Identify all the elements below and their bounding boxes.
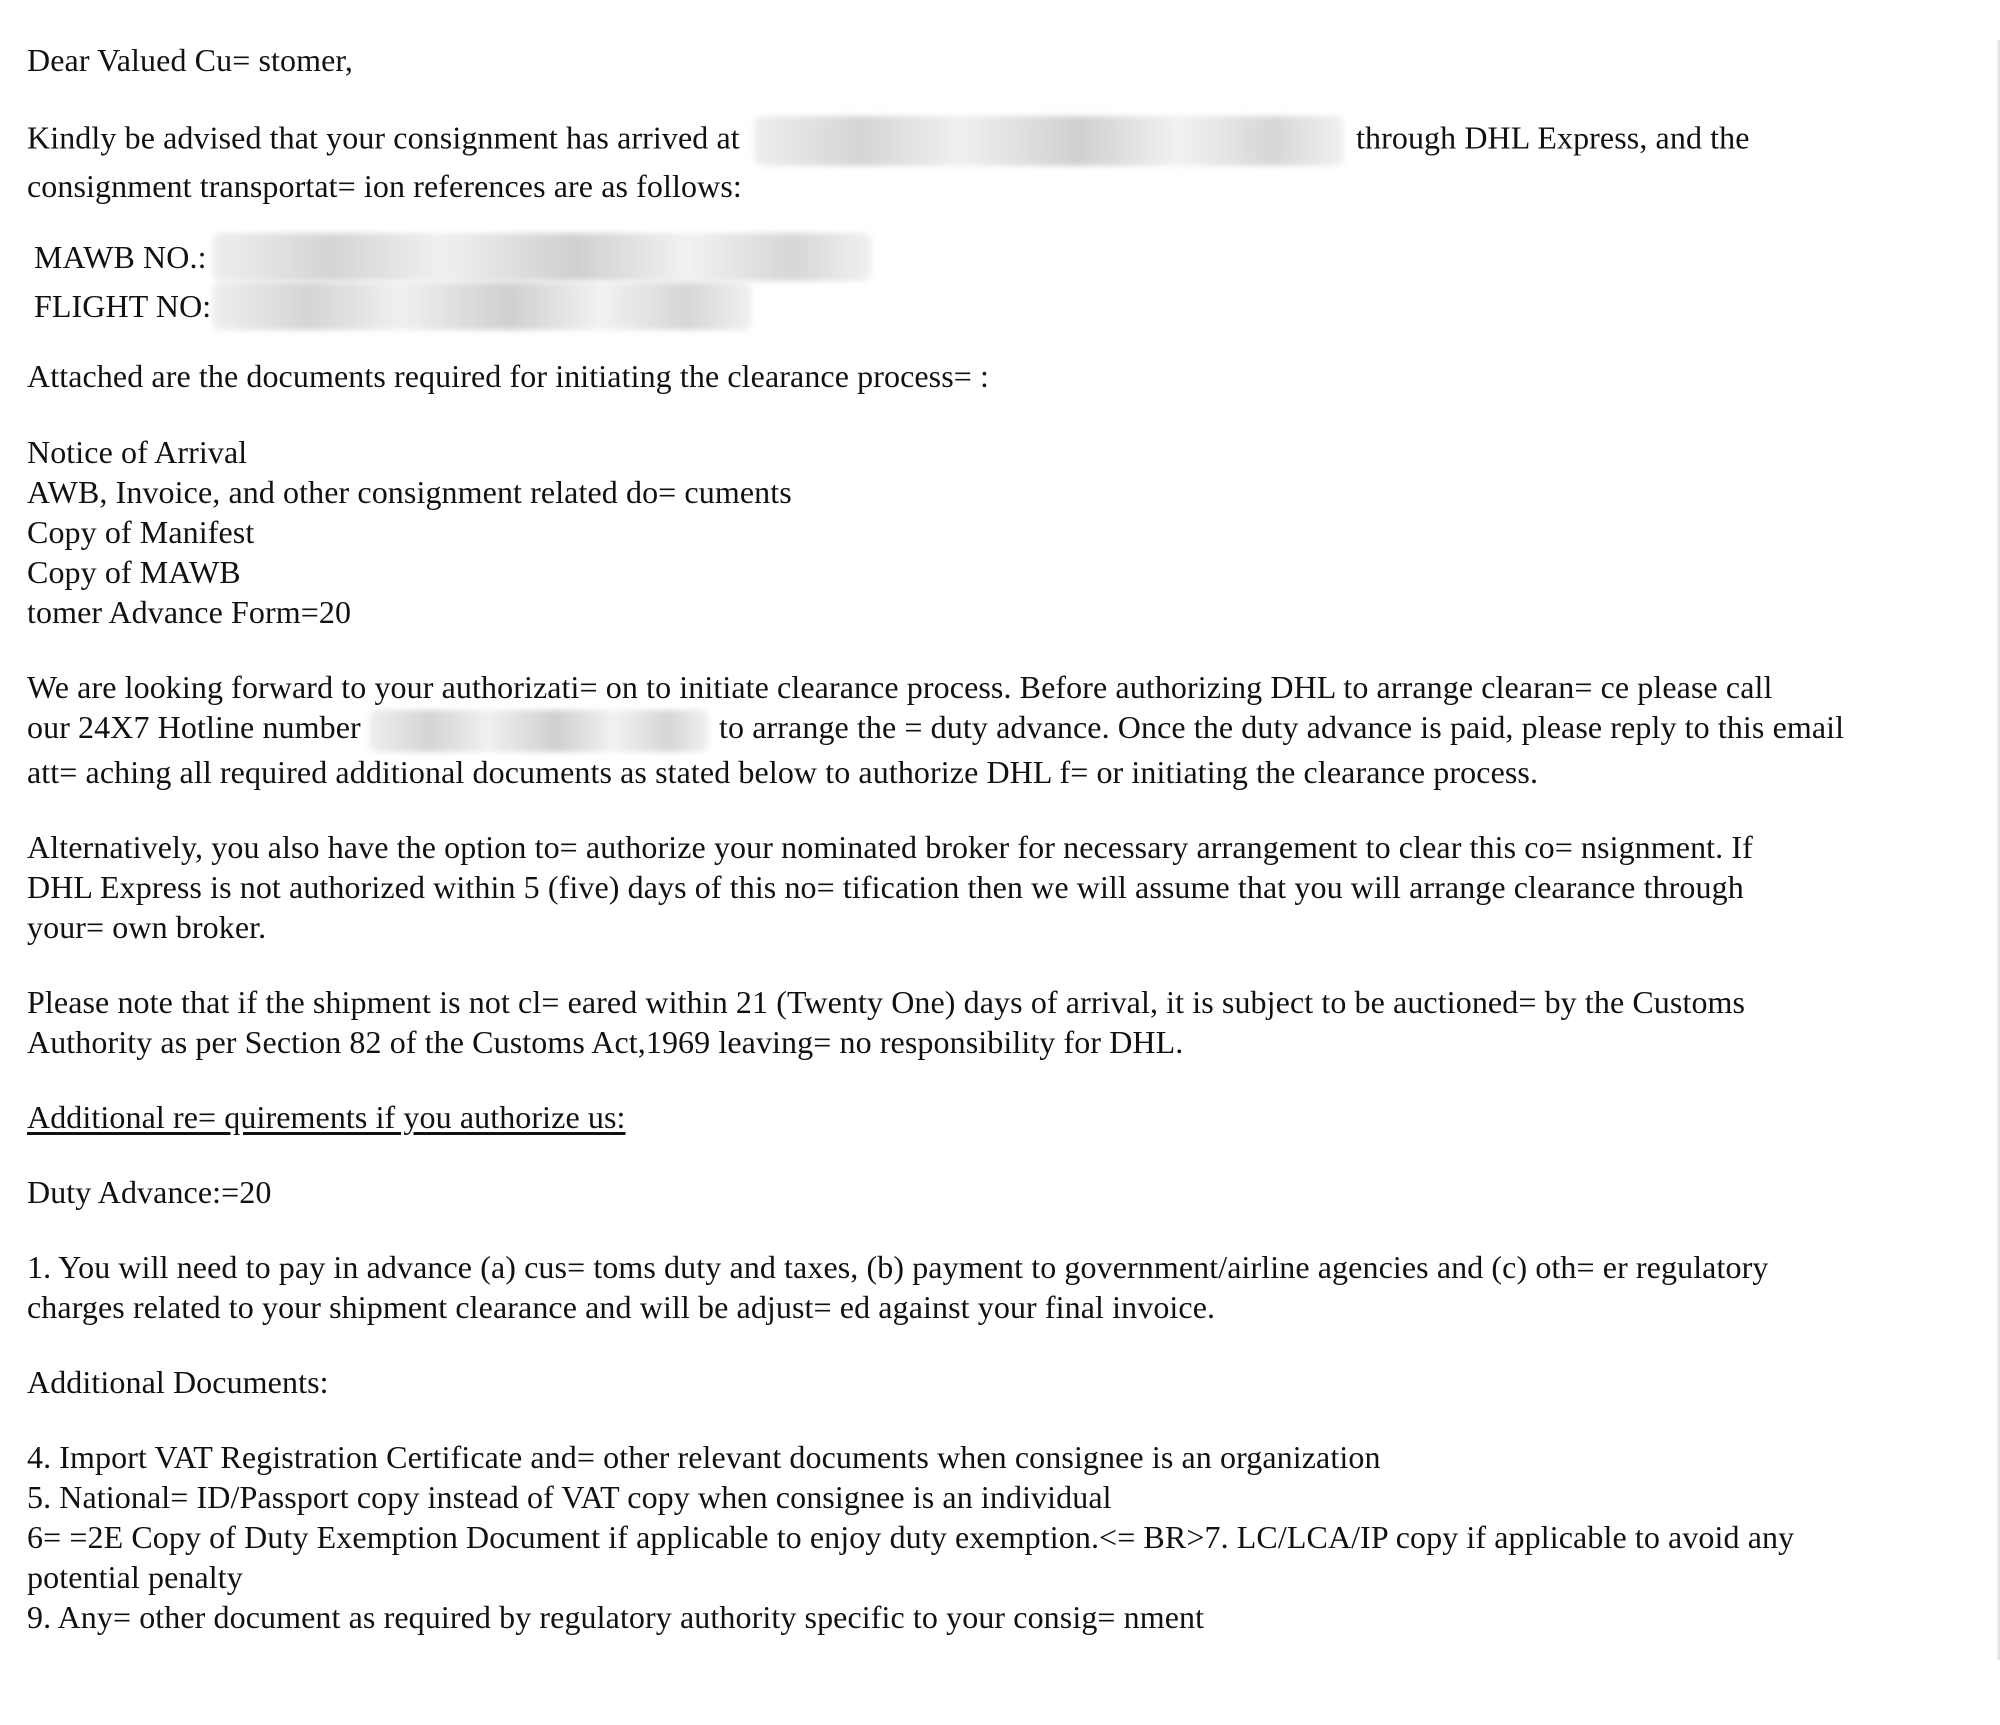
duty-advance-item: 1. You will need to pay in advance (a) cus= toms duty and taxes, (b) payment to government/airline agencies and (c) oth= er regulatory charges related to your shipment clearance and will be adjust= ed against your final invoice. — [27, 1248, 1769, 1325]
greeting: Dear Valued Cu= stomer, — [27, 42, 353, 78]
authorization-paragraph — [27, 667, 1977, 792]
authorization-line1: We are looking forward to your authorizati= on to initiate clearance process. Before authorizing DHL to arrange clearan= ce please call — [27, 669, 1773, 705]
arrival-text-before: Kindly be advised that your consignment has arrived at — [27, 119, 740, 156]
reference-row-flight — [34, 281, 872, 330]
mawb-label: MAWB NO.: — [34, 238, 207, 275]
alternatively-paragraph: Alternatively, you also have the option to= authorize your nominated broker for necessary arrangement to clear this co= nsignment. If DHL Express is not authorized within 5 (five) days of this no= tification then we will assume that you will arrange clearance through your= own broker. — [27, 828, 1753, 945]
authorization-line2-after: to arrange the = duty advance. Once the duty advance is paid, please reply to this email — [719, 709, 1845, 745]
redacted-mawb-number — [212, 233, 872, 281]
additional-requirements-heading: Additional re= quirements if you authorize us: — [27, 1098, 626, 1135]
arrival-text-after: through DHL Express, and the — [1356, 119, 1750, 156]
additional-document-item: potential penalty — [27, 1558, 243, 1595]
flight-label: FLIGHT NO: — [34, 287, 212, 324]
additional-document-item: 5. National= ID/Passport copy instead of VAT copy when consignee is an individual — [27, 1478, 1112, 1515]
document-item: tomer Advance Form=20 — [27, 594, 352, 630]
document-item: Copy of MAWB — [27, 554, 241, 590]
redacted-flight-number — [212, 282, 752, 330]
documents-list — [27, 432, 1977, 632]
additional-document-item: 4. Import VAT Registration Certificate and= other relevant documents when consignee is an organization — [27, 1438, 1381, 1475]
additional-document-item: 9. Any= other document as required by regulatory authority specific to your consig= nment — [27, 1598, 1205, 1635]
authorization-line2-before: our 24X7 Hotline number — [27, 709, 361, 745]
duty-advance-heading: Duty Advance:=20 — [27, 1173, 272, 1210]
authorization-line3: att= aching all required additional documents as stated below to authorize DHL f= or initiating the clearance process. — [27, 753, 1539, 790]
document-item: AWB, Invoice, and other consignment related do= cuments — [27, 474, 792, 510]
redacted-hotline-number — [369, 710, 709, 752]
arrival-paragraph — [27, 116, 1977, 206]
document-item: Copy of Manifest — [27, 514, 255, 550]
auction-note-paragraph: Please note that if the shipment is not cl= eared within 21 (Twenty One) days of arrival, it is subject to be auctioned= by the Customs Authority as per Section 82 of the Customs Act,1969 leaving= no responsibility for DHL. — [27, 983, 1746, 1060]
redacted-location — [754, 116, 1344, 166]
attached-intro: Attached are the documents required for initiating the clearance process= : — [27, 358, 990, 394]
document-item: Notice of Arrival — [27, 434, 248, 470]
additional-document-item: 6= =2E Copy of Duty Exemption Document if applicable to enjoy duty exemption.<= BR>7. LC/LCA/IP copy if applicable to avoid any — [27, 1518, 1795, 1555]
arrival-text-line2: consignment transportat= ion references are as follows: — [27, 168, 742, 204]
reference-table — [34, 232, 872, 330]
email-body — [27, 40, 1977, 1637]
additional-documents-heading: Additional Documents: — [27, 1363, 329, 1400]
additional-documents-list — [27, 1437, 1977, 1637]
reference-row-mawb — [34, 232, 872, 281]
